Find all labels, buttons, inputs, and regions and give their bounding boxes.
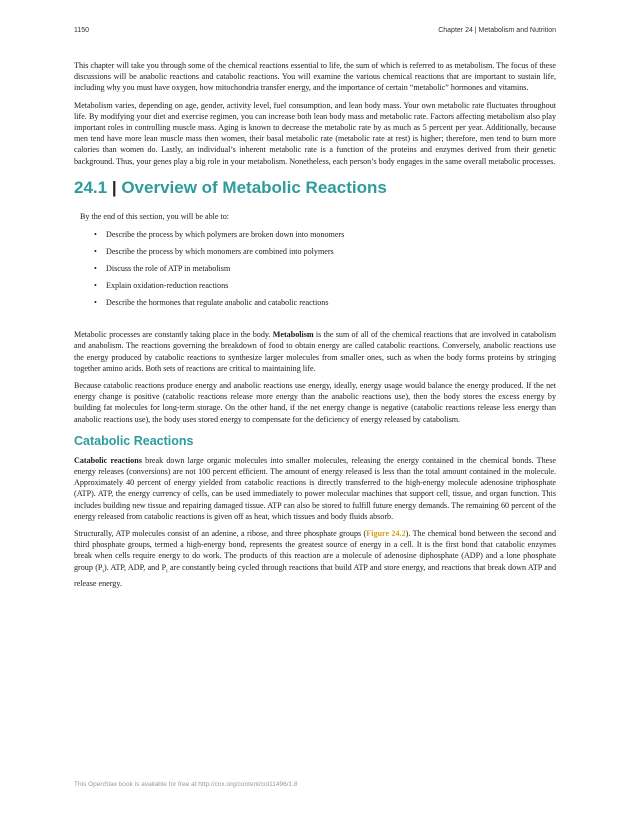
objective-item: • Discuss the role of ATP in metabolism bbox=[94, 263, 556, 274]
body-text: is the sum of all of the chemical reactions that are involved in catabolism and anabolism. The reactions governing the breakdown of food to obtain energy are called catabolic reactions. Conversely, anabolic reactions use the energy produced by catabolic reactions to synthesize larger molecules from smaller ones, such as when the body forms proteins by stringing together amino acids. Both sets of reactions are critical to maintaining life. bbox=[74, 330, 556, 373]
body-paragraph-1 bbox=[74, 329, 556, 374]
body-paragraph-2: Because catabolic reactions produce energy and anabolic reactions use energy, ideally, energy usage would balance the energy produced. If the net energy change is positive (catabolic reactions release more energy than the anabolic reactions use), then the body stores the excess energy by building fat molecules for long-term storage. On the other hand, if the net energy change is negative (catabolic reactions release less energy than anabolic reactions use), the body uses stored energy to compensate for the deficiency of energy released by catabolism. bbox=[74, 381, 556, 424]
learning-objectives bbox=[80, 211, 556, 308]
page-footer: This OpenStax book is available for free at http://cnx.org/content/col11496/1.8 bbox=[74, 781, 298, 788]
objective-item: • Describe the process by which monomers are combined into polymers bbox=[94, 246, 556, 257]
subscript: i bbox=[166, 568, 168, 575]
section-separator: | bbox=[111, 177, 117, 197]
objective-item: • Explain oxidation-reduction reactions bbox=[94, 280, 556, 291]
subsection-heading: Catabolic Reactions bbox=[74, 433, 194, 448]
objectives-intro: By the end of this section, you will be able to: bbox=[80, 211, 230, 221]
section-heading bbox=[74, 178, 556, 198]
intro-paragraph-1: This chapter will take you through some of the chemical reactions essential to life, the sum of which is referred to as metabolism. The focus of these discussions will be anabolic reactions and catabolic reactions. You will examine the various chemical reactions that are important to sustain life, including why you must have oxygen, how mitochondria transfer energy, and the importance of certain “metabolic” hormones and vitamins. bbox=[74, 61, 556, 93]
objective-item: • Describe the process by which polymers are broken down into monomers bbox=[94, 229, 556, 240]
intro-paragraph-2: Metabolism varies, depending on age, gender, activity level, fuel consumption, and lean body mass. Your own metabolic rate fluctuates throughout life. By modifying your diet and exercise regimen, you can increase both lean body mass and metabolic rate. Factors affecting metabolism also play important roles in controlling muscle mass. Aging is known to decrease the metabolic rate by as much as 5 percent per year. Additionally, because men tend have more lean muscle mass then women, their basal metabolic rate (metabolic rate at rest) is higher; therefore, men tend to burn more calories than women do. Lastly, an individual’s inherent metabolic rate is a function of the proteins and enzymes derived from their genetic background. Thus, your genes play a big role in your metabolism. Nonetheless, each person’s body engages in the same overall metabolic processes. bbox=[74, 100, 556, 166]
objectives-list bbox=[80, 229, 556, 308]
running-header bbox=[74, 27, 556, 34]
objective-item: • Describe the hormones that regulate anabolic and catabolic reactions bbox=[94, 297, 556, 308]
page-number: 1150 bbox=[74, 27, 90, 34]
body-text: Structurally, ATP molecules consist of an adenine, a ribose, and three phosphate groups ( bbox=[74, 529, 367, 539]
body-text: ). ATP, ADP, and P bbox=[103, 562, 167, 572]
section-title: Overview of Metabolic Reactions bbox=[121, 177, 387, 197]
section-number: 24.1 bbox=[74, 177, 108, 197]
catabolic-paragraph-2 bbox=[74, 528, 556, 589]
catabolic-paragraph-1 bbox=[74, 455, 556, 522]
subscript: i bbox=[102, 568, 104, 575]
body-text: are constantly being cycled through reactions that build ATP and store energy, and reactions that break down ATP and release energy. bbox=[74, 562, 556, 588]
chapter-title: Chapter 24 | Metabolism and Nutrition bbox=[438, 27, 556, 34]
key-term-metabolism: Metabolism bbox=[272, 330, 314, 340]
main-content bbox=[74, 60, 556, 595]
body-text: ). The chemical bond between the second and third phosphate groups, termed a high-energy bond, represents the greatest source of energy in a cell. It is the first bond that catabolic enzymes break when cells require energy to do work. The products of this reaction are a molecule of adenosine diphosphate (ADP) and a lone phosphate group (P bbox=[74, 529, 557, 572]
body-text: break down large organic molecules into smaller molecules, releasing the energy contained in the chemical bonds. These energy releases (conversions) are not 100 percent efficient. The amount of energy released is less than the total amount contained in the molecule. Approximately 40 percent of energy yielded from catabolic reactions is directly transferred to the high-energy molecule adenosine triphosphate (ATP). ATP, the energy currency of cells, can be used immediately to power molecular machines that support cell, tissue, and organ function. This includes building new tissue and repairing damaged tissue. ATP can also be stored to fulfill future energy demands. The remaining 60 percent of the energy released from catabolic reactions is given off as heat, which tissues and body fluids absorb. bbox=[74, 455, 556, 521]
figure-link[interactable]: Figure 24.2 bbox=[366, 529, 406, 539]
body-text: Metabolic processes are constantly taking place in the body. bbox=[74, 330, 273, 340]
key-term-catabolic-reactions: Catabolic reactions bbox=[74, 455, 142, 465]
